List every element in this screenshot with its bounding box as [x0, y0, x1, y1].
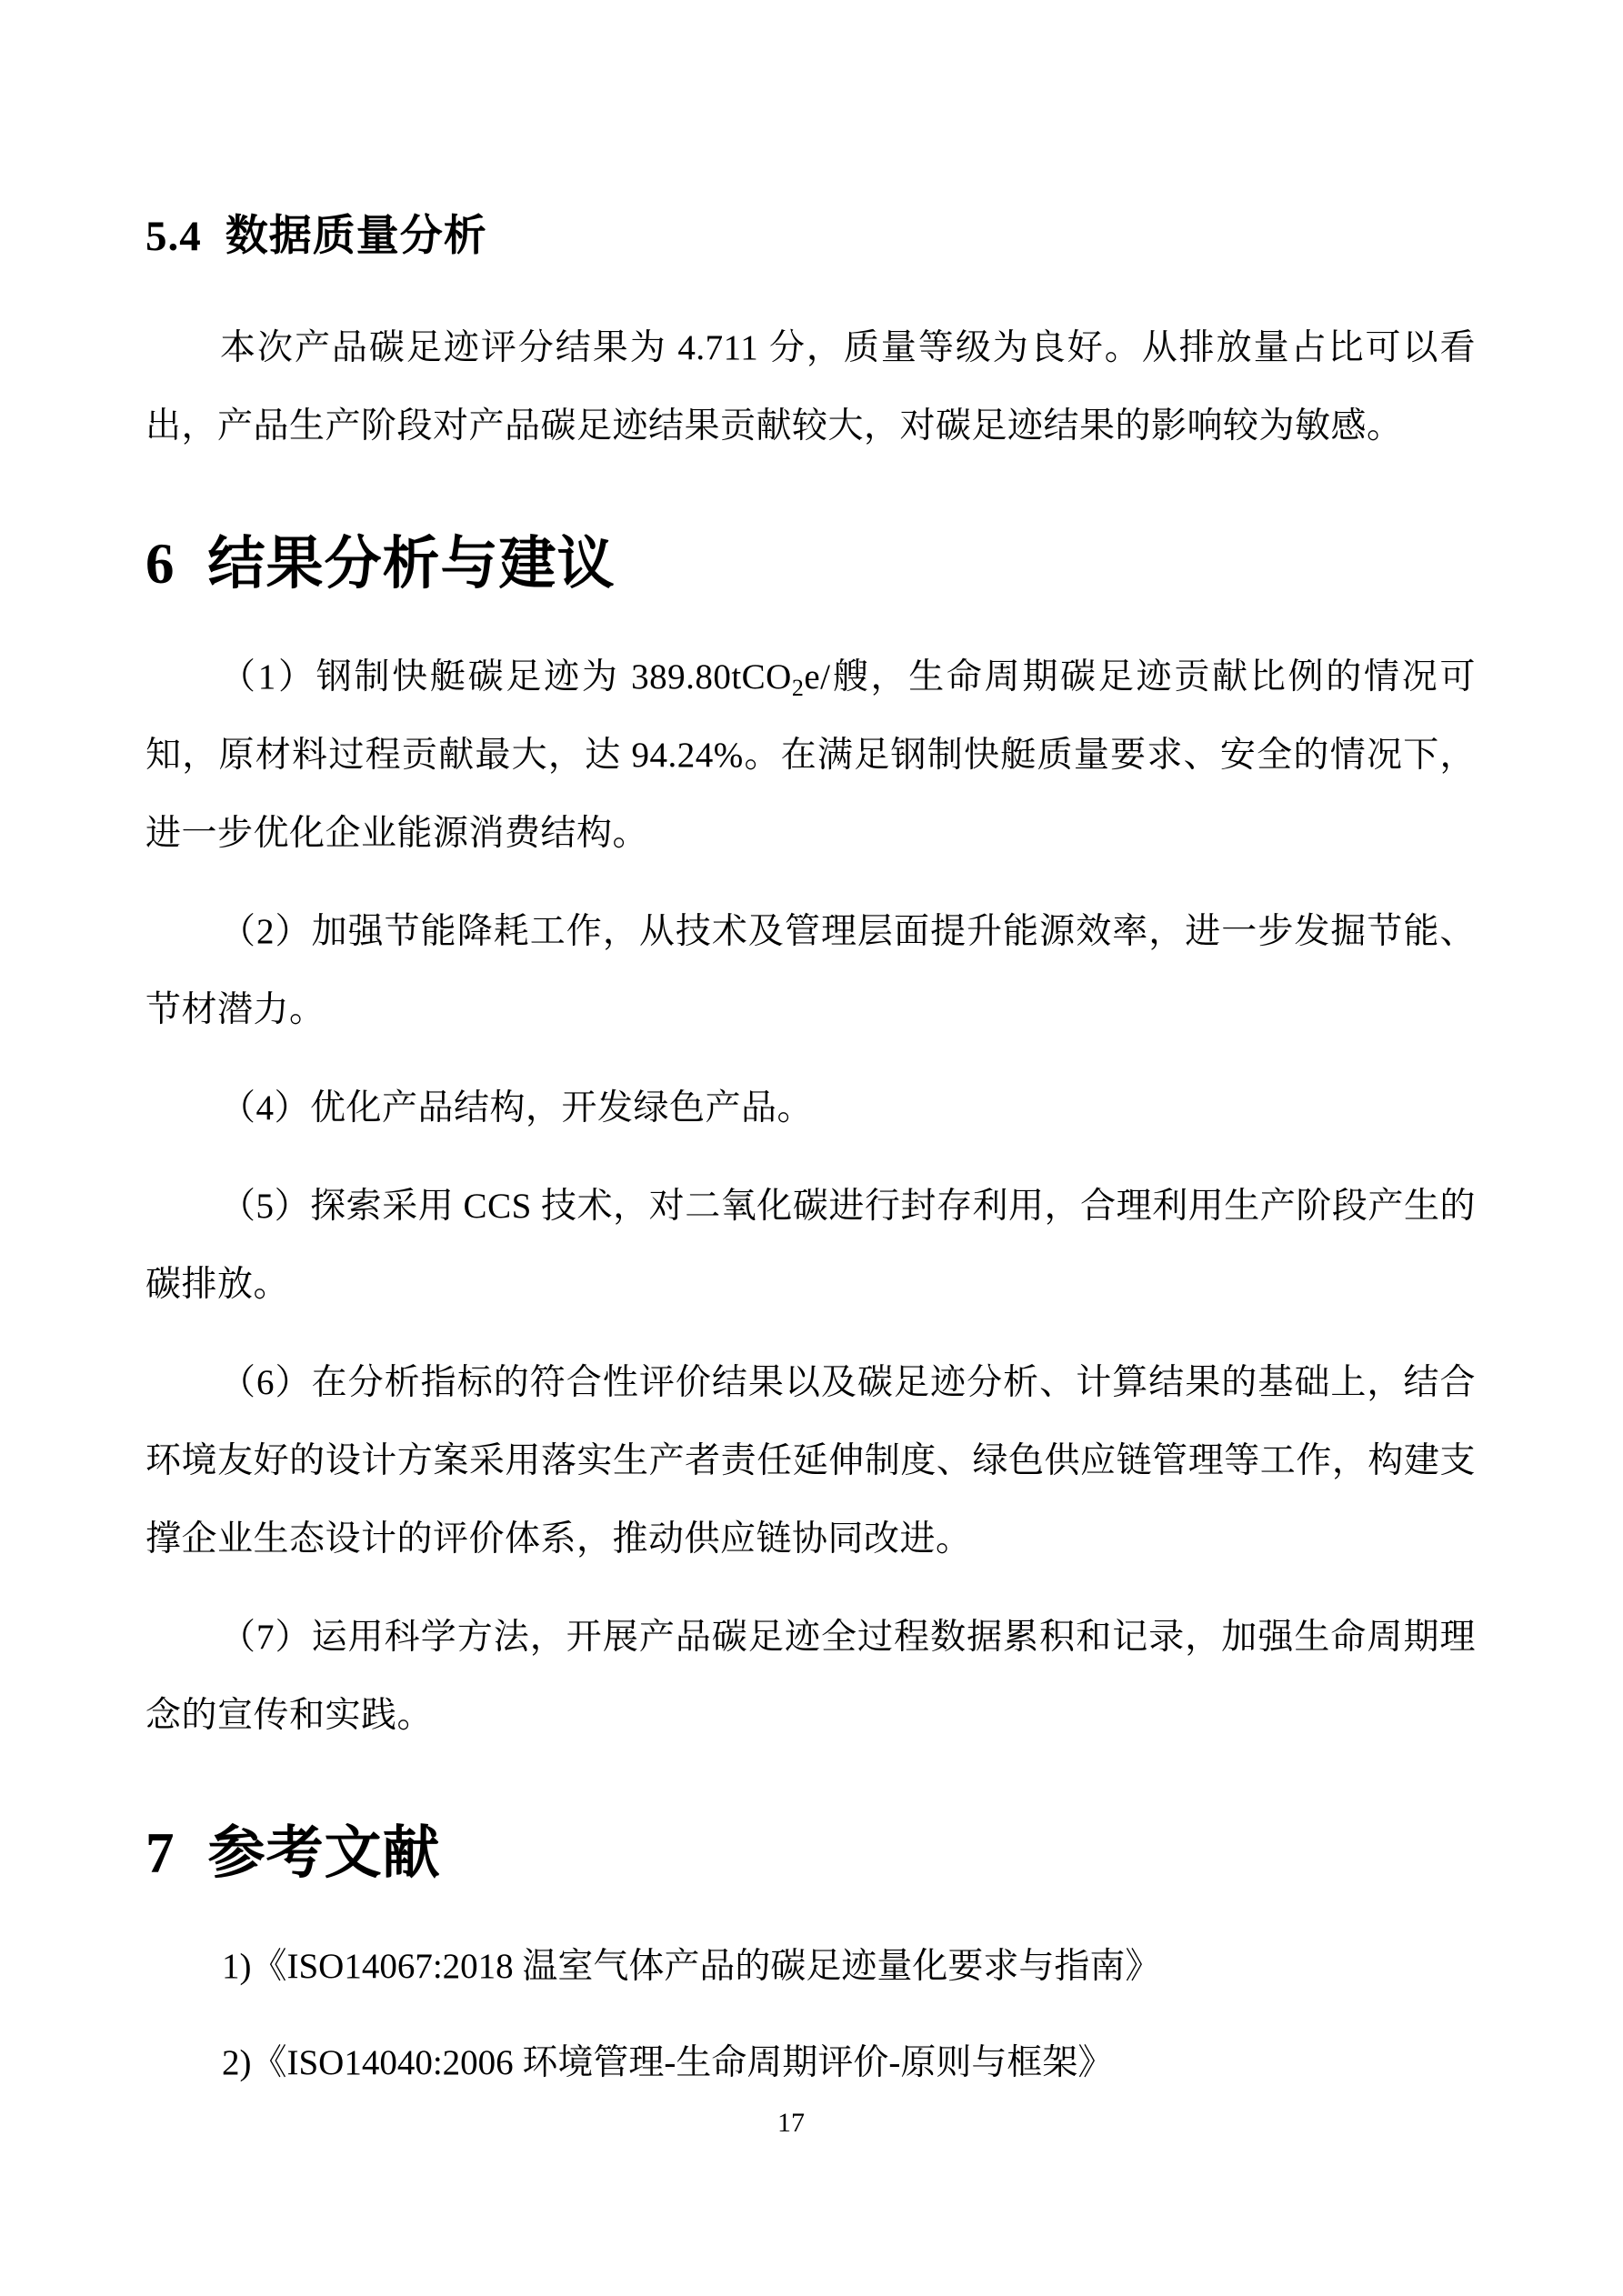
section-7-title: 参考文献 — [207, 1821, 441, 1885]
co2-subscript: 2 — [791, 675, 805, 701]
section-5-4-title: 数据质量分析 — [225, 213, 487, 260]
recommendation-paragraph-6: （6）在分析指标的符合性评价结果以及碳足迹分析、计算结果的基础上，结合环境友好的设计方案采用落实生产者责任延伸制度、绿色供应链管理等工作，构建支撑企业生态设计的评价体系，推动供应链协同改进。 — [145, 1363, 1476, 1559]
reference-item-1: 1)《ISO14067:2018 温室气体产品的碳足迹量化要求与指南》 — [222, 1947, 1161, 1986]
recommendation-paragraph-5: （5）探索采用 CCS 技术，对二氧化碳进行封存利用，合理利用生产阶段产生的碳排放。 — [145, 1187, 1476, 1304]
recommendation-1-text-post: e/艘，生命周期碳足迹贡献比例的情况可知，原材料过程贡献最大，达 94.24%。在满足钢制快艇质量要求、安全的情况下，进一步优化企业能源消费结构。 — [145, 657, 1476, 853]
recommendation-paragraph-4: （4）优化产品结构，开发绿色产品。 — [220, 1088, 814, 1128]
section-6-title: 结果分析与建议 — [207, 532, 616, 596]
section-6-heading — [145, 522, 1476, 606]
data-quality-paragraph: 本次产品碳足迹评分结果为 4.711 分，质量等级为良好。从排放量占比可以看出，产品生产阶段对产品碳足迹结果贡献较大，对碳足迹结果的影响较为敏感。 — [145, 328, 1476, 446]
section-6-number: 6 — [145, 532, 175, 596]
page-number: 17 — [777, 2108, 805, 2138]
recommendation-1-text-pre: （1）钢制快艇碳足迹为 389.80tCO — [220, 657, 792, 697]
recommendation-paragraph-7: （7）运用科学方法，开展产品碳足迹全过程数据累积和记录，加强生命周期理念的宣传和实践。 — [145, 1618, 1476, 1735]
section-5-4-number: 5.4 — [145, 213, 202, 260]
reference-item-2: 2)《ISO14040:2006 环境管理-生命周期评价-原则与框架》 — [222, 2043, 1114, 2082]
section-7-heading — [145, 1811, 1476, 1895]
section-7-number: 7 — [145, 1821, 175, 1885]
recommendation-paragraph-2: （2）加强节能降耗工作，从技术及管理层面提升能源效率，进一步发掘节能、节材潜力。 — [145, 912, 1476, 1029]
recommendation-paragraph-1 — [145, 638, 1476, 873]
section-5-4-heading — [145, 205, 1476, 268]
